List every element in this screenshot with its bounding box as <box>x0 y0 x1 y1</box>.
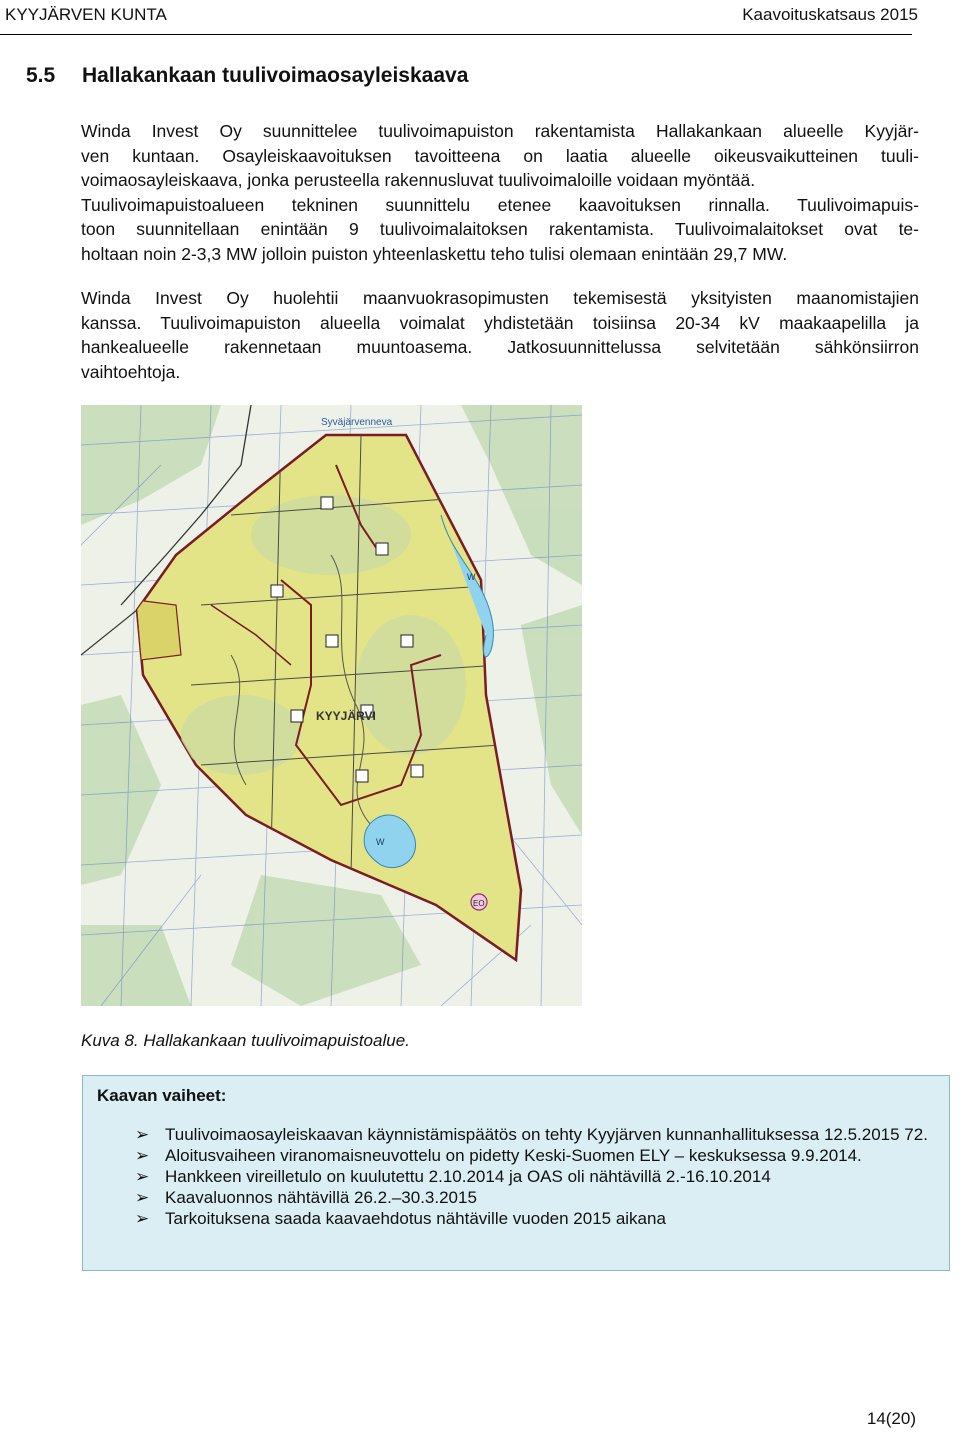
substation-badge-label: EO <box>473 899 485 908</box>
paragraph-intro <box>81 119 919 266</box>
paragraph-line: voimaosayleiskaava, jonka perusteella rakennusluvat tuulivoimaloille voidaan myöntää. <box>81 170 756 190</box>
section-number: 5.5 <box>26 64 56 87</box>
header-document-title: Kaavoituskatsaus 2015 <box>742 5 918 24</box>
plan-phases-title: Kaavan vaiheet: <box>97 1086 227 1105</box>
map-water-label: W <box>376 837 385 847</box>
paragraph-line: Tuulivoimapuistoalueen tekninen suunnittelu etenee kaavoituksen rinnalla. Tuulivoimapuis- <box>81 194 919 215</box>
header-organization: KYYJÄRVEN KUNTA <box>5 5 167 24</box>
map-image <box>81 405 582 1006</box>
plan-phases-list <box>135 1124 928 1229</box>
phase-text: Kaavaluonnos nähtävillä 26.2.–30.3.2015 <box>165 1188 477 1207</box>
section-title-text: Hallakankaan tuulivoimaosayleiskaava <box>82 64 469 87</box>
arrow-bullet-icon: ➢ <box>135 1209 150 1228</box>
figure-caption: Kuva 8. Hallakankaan tuulivoimapuistoalue. <box>81 1031 410 1050</box>
paragraph-line: holtaan noin 2-3,3 MW jolloin puiston yhteenlaskettu teho tulisi olemaan enintään 29,7 MW. <box>81 243 788 264</box>
paragraph-line: Winda Invest Oy huolehtii maanvuokrasopimusten tekemisestä yksityisten maanomistajien <box>81 288 919 308</box>
map-place-label: KYYJÄRVI <box>316 709 376 723</box>
paragraph-line: vaihtoehtoja. <box>81 361 181 382</box>
map-label-top: Syväjärvenneva <box>321 417 393 428</box>
plan-phases-box <box>82 1075 950 1271</box>
paragraph-line: hankealueelle rakennetaan muuntoasema. Jatkosuunnittelussa selvitetään sähkönsiirron <box>81 337 919 357</box>
arrow-bullet-icon: ➢ <box>135 1188 150 1207</box>
phase-text: Hankkeen vireilletulo on kuulutettu 2.10.2014 ja OAS oli nähtävillä 2.-16.10.2014 <box>165 1167 771 1186</box>
arrow-bullet-icon: ➢ <box>135 1125 150 1144</box>
list-item <box>135 1124 928 1145</box>
paragraph-land-lease <box>81 286 919 384</box>
paragraph-line: ven kuntaan. Osayleiskaavoituksen tavoitteena on laatia alueelle oikeusvaikutteinen tuuli- <box>81 145 919 166</box>
list-item <box>135 1166 928 1187</box>
arrow-bullet-icon: ➢ <box>135 1167 150 1186</box>
phase-text: Tarkoituksena saada kaavaehdotus nähtäville vuoden 2015 aikana <box>165 1209 666 1228</box>
header-rule <box>0 34 912 35</box>
paragraph-line: Winda Invest Oy suunnittelee tuulivoimapuiston rakentamista Hallakankaan alueelle Kyyjär- <box>81 121 919 141</box>
phase-text: Tuulivoimaosayleiskaavan käynnistämispäätös on tehty Kyyjärven kunnanhallituksessa 12.5.2015 72. <box>165 1125 928 1144</box>
arrow-bullet-icon: ➢ <box>135 1146 150 1165</box>
map-water-label: W <box>467 572 476 582</box>
list-item <box>135 1208 928 1229</box>
page-number: 14(20) <box>866 1409 916 1428</box>
paragraph-line: toon suunnitellaan enintään 9 tuulivoimalaitoksen rakentamista. Tuulivoimalaitokset ovat te- <box>81 219 919 239</box>
list-item <box>135 1187 928 1208</box>
list-item <box>135 1145 928 1166</box>
wind-park-map <box>81 405 582 1006</box>
phase-text: Aloitusvaiheen viranomaisneuvottelu on pidetty Keski-Suomen ELY – keskuksessa 9.9.2014. <box>165 1146 862 1165</box>
section-heading <box>26 64 468 88</box>
paragraph-line: kanssa. Tuulivoimapuiston alueella voimalat yhdistetään toisiinsa 20-34 kV maakaapelilla ja <box>81 312 919 333</box>
page-header <box>0 0 960 40</box>
